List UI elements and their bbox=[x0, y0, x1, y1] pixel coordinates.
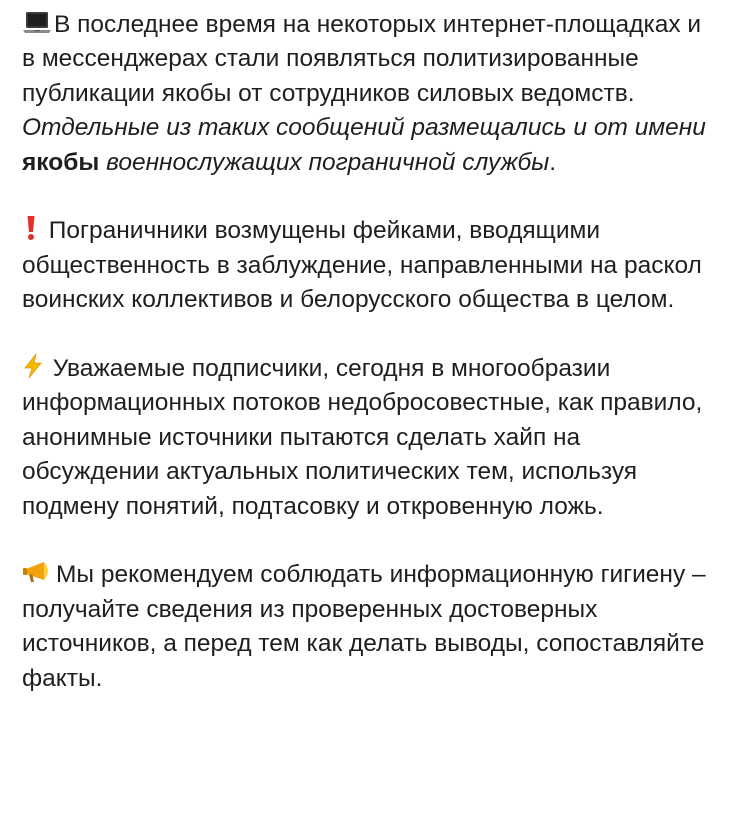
paragraph-4 bbox=[22, 558, 712, 696]
paragraph-3-text: Уважаемые подписчики, сегодня в многообразии информационных потоков недобросовестные, как правило, анонимные источники пытаются сделать хайп на обсуждении актуальных политических тем, используя подмену понятий, подтасовку и откровенную ложь. bbox=[22, 355, 703, 520]
exclamation-icon bbox=[22, 215, 40, 241]
paragraph-1 bbox=[22, 8, 712, 180]
paragraph-1-italic-a: Отдельные из таких сообщений размещались и от имени bbox=[22, 114, 706, 142]
lightning-icon bbox=[22, 353, 44, 379]
paragraph-1-italic-b: военнослужащих пограничной службы bbox=[99, 148, 550, 176]
paragraph-2-text: Пограничники возмущены фейками, вводящими общественность в заблуждение, направленными на раскол воинских коллективов и белорусского общества в целом. bbox=[22, 217, 702, 314]
paragraph-2 bbox=[22, 214, 712, 317]
paragraph-1-tail: . bbox=[549, 148, 557, 176]
megaphone-icon bbox=[22, 559, 54, 585]
paragraph-1-text: В последнее время на некоторых интернет-площадках и в мессенджерах стали появляться политизированные публикации якобы от сотрудников силовых ведомств. bbox=[22, 11, 702, 107]
paragraph-1-bold: якобы bbox=[22, 148, 100, 176]
laptop-icon bbox=[22, 11, 52, 35]
paragraph-4-text: Мы рекомендуем соблюдать информационную гигиену – получайте сведения из проверенных достоверных источников, а перед тем как делать выводы, сопоставляйте факты. bbox=[22, 561, 706, 692]
paragraph-3 bbox=[22, 352, 712, 524]
